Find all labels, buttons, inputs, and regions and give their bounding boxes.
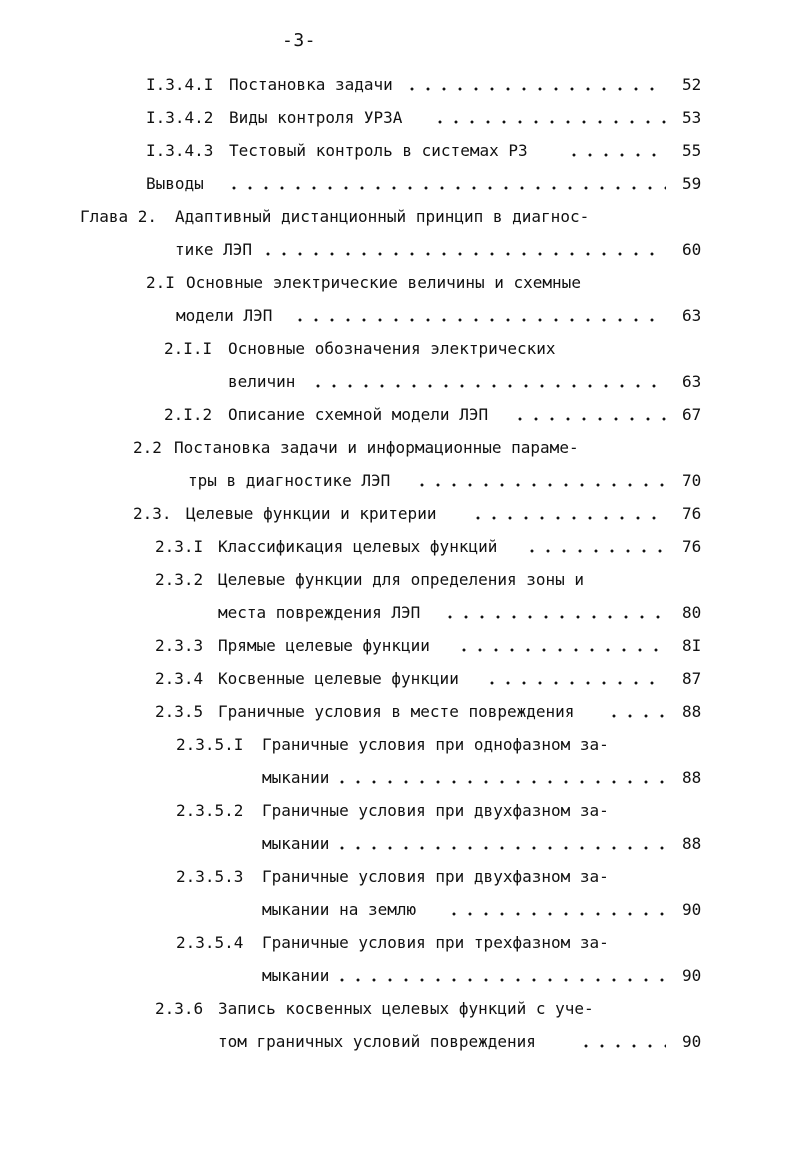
leader-dots xyxy=(484,668,666,690)
toc-entry-page: 88 xyxy=(682,702,702,721)
toc-entry-number: 2.3.5.I xyxy=(176,735,244,754)
toc-entry-number: 2.I xyxy=(146,273,175,292)
toc-entry-number: 2.3.5.3 xyxy=(176,867,244,886)
toc-entry-title: Адаптивный дистанционный принцип в диагнос- xyxy=(175,207,590,226)
toc-entry-title-continued: мыкании xyxy=(262,966,330,985)
toc-entry-number: I.3.4.3 xyxy=(146,141,214,160)
toc-entry-continuation xyxy=(0,899,794,921)
leader-dots xyxy=(334,833,666,855)
toc-entry-title: Граничные условия при трехфазном за- xyxy=(262,933,609,952)
leader-dots xyxy=(606,701,666,723)
toc-entry-page: 90 xyxy=(682,900,702,919)
toc-entry-page: 76 xyxy=(682,537,702,556)
toc-entry xyxy=(0,800,794,822)
toc-entry-page: 63 xyxy=(682,372,702,391)
page-number: -3- xyxy=(282,30,317,51)
toc-entry xyxy=(0,140,794,162)
toc-entry-page: 59 xyxy=(682,174,702,193)
toc-entry-continuation xyxy=(0,470,794,492)
toc-entry xyxy=(0,734,794,756)
toc-entry-title-continued: мыкании xyxy=(262,768,330,787)
toc-entry-number: 2.3.5.2 xyxy=(176,801,244,820)
toc-entry-continuation xyxy=(0,371,794,393)
toc-entry-page: 76 xyxy=(682,504,702,523)
toc-entry-title-continued: величин xyxy=(228,372,296,391)
toc-entry-number: 2.2 xyxy=(133,438,162,457)
leader-dots xyxy=(566,140,666,162)
toc-entry-number: 2.I.2 xyxy=(164,405,213,424)
toc-entry-page: 80 xyxy=(682,603,702,622)
toc-entry-title-continued: модели ЛЭП xyxy=(176,306,273,325)
toc-entry-page: 53 xyxy=(682,108,702,127)
toc-entry-page: 90 xyxy=(682,966,702,985)
toc-entry-title: Косвенные целевые функции xyxy=(218,669,459,688)
toc-entry xyxy=(0,932,794,954)
toc-entry-number: 2.3.3 xyxy=(155,636,204,655)
toc-entry-title: Классификация целевых функций xyxy=(218,537,498,556)
toc-entry-page: 87 xyxy=(682,669,702,688)
leader-dots xyxy=(404,74,666,96)
toc-entry xyxy=(0,536,794,558)
toc-entry-title: Запись косвенных целевых функций с уче- xyxy=(218,999,594,1018)
toc-entry-title: Виды контроля УРЗА xyxy=(229,108,403,127)
toc-entry-title-continued: том граничных условий повреждения xyxy=(218,1032,536,1051)
toc-entry-continuation xyxy=(0,833,794,855)
toc-entry-number: 2.3.5 xyxy=(155,702,204,721)
leader-dots xyxy=(470,503,666,525)
toc-entry-title-continued: мыкании на землю xyxy=(262,900,417,919)
toc-entry-page: 67 xyxy=(682,405,702,424)
toc-entry-title: Основные обозначения электрических xyxy=(228,339,556,358)
leader-dots xyxy=(310,371,666,393)
toc-entry xyxy=(0,668,794,690)
toc-entry-continuation xyxy=(0,1031,794,1053)
toc-entry-title: Описание схемной модели ЛЭП xyxy=(228,405,489,424)
leader-dots xyxy=(414,470,666,492)
toc-entry-number: 2.3.6 xyxy=(155,999,204,1018)
toc-entry-page: 90 xyxy=(682,1032,702,1051)
toc-entry-title-continued: тры в диагностике ЛЭП xyxy=(188,471,391,490)
leader-dots xyxy=(456,635,666,657)
toc-entry-continuation xyxy=(0,767,794,789)
toc-entry-continuation xyxy=(0,305,794,327)
leader-dots xyxy=(292,305,666,327)
toc-entry-number: Глава 2. xyxy=(80,207,158,226)
leader-dots xyxy=(442,602,666,624)
toc-entry-number: 2.3.2 xyxy=(155,570,204,589)
toc-entry xyxy=(0,998,794,1020)
toc-entry xyxy=(0,272,794,294)
toc-entry-title: Граничные условия в месте повреждения xyxy=(218,702,575,721)
toc-entry-continuation xyxy=(0,239,794,261)
toc-entry-number: I.3.4.2 xyxy=(146,108,214,127)
toc-entry-continuation xyxy=(0,965,794,987)
toc-entry-number: 2.I.I xyxy=(164,339,213,358)
toc-entry-title: Граничные условия при двухфазном за- xyxy=(262,867,609,886)
toc-entry xyxy=(0,404,794,426)
toc-entry xyxy=(0,701,794,723)
toc-entry-page: 60 xyxy=(682,240,702,259)
toc-entry-number: 2.3. xyxy=(133,504,172,523)
toc-entry xyxy=(0,569,794,591)
toc-entry xyxy=(0,635,794,657)
toc-entry xyxy=(0,437,794,459)
toc-entry-page: 88 xyxy=(682,768,702,787)
toc-entry xyxy=(0,206,794,228)
toc-entry-title-continued: места повреждения ЛЭП xyxy=(218,603,421,622)
toc-entry-continuation xyxy=(0,602,794,624)
toc-entry-page: 70 xyxy=(682,471,702,490)
leader-dots xyxy=(578,1031,666,1053)
leader-dots xyxy=(226,173,666,195)
toc-entry-title: Граничные условия при двухфазном за- xyxy=(262,801,609,820)
toc-entry-page: 52 xyxy=(682,75,702,94)
toc-entry xyxy=(0,173,794,195)
leader-dots xyxy=(524,536,666,558)
toc-entry-page: 55 xyxy=(682,141,702,160)
toc-entry-page: 88 xyxy=(682,834,702,853)
toc-entry-title: Постановка задачи xyxy=(229,75,393,94)
toc-entry-title-continued: мыкании xyxy=(262,834,330,853)
toc-entry-title: Целевые функции и критерии xyxy=(186,504,437,523)
toc-entry-title: Тестовый контроль в системах РЗ xyxy=(229,141,528,160)
toc-entry-title-continued: тике ЛЭП xyxy=(175,240,253,259)
toc-entry xyxy=(0,338,794,360)
toc-entry-number: 2.3.I xyxy=(155,537,204,556)
toc-entry xyxy=(0,503,794,525)
toc-entry-page: 63 xyxy=(682,306,702,325)
leader-dots xyxy=(334,965,666,987)
toc-entry-title: Целевые функции для определения зоны и xyxy=(218,570,585,589)
toc-entry-page: 8I xyxy=(682,636,702,655)
toc-entry-title: Постановка задачи и информационные параме- xyxy=(174,438,579,457)
toc-entry-title: Основные электрические величины и схемные xyxy=(186,273,581,292)
toc-entry-number: 2.3.4 xyxy=(155,669,204,688)
toc-entry xyxy=(0,107,794,129)
toc-entry-title: Прямые целевые функции xyxy=(218,636,430,655)
leader-dots xyxy=(512,404,666,426)
toc-entry xyxy=(0,866,794,888)
toc-entry-title: Выводы xyxy=(146,174,204,193)
toc-entry-number: I.3.4.I xyxy=(146,75,214,94)
toc-entry xyxy=(0,74,794,96)
leader-dots xyxy=(260,239,666,261)
leader-dots xyxy=(334,767,666,789)
toc-entry-title: Граничные условия при однофазном за- xyxy=(262,735,609,754)
leader-dots xyxy=(432,107,666,129)
toc-entry-number: 2.3.5.4 xyxy=(176,933,244,952)
leader-dots xyxy=(446,899,666,921)
